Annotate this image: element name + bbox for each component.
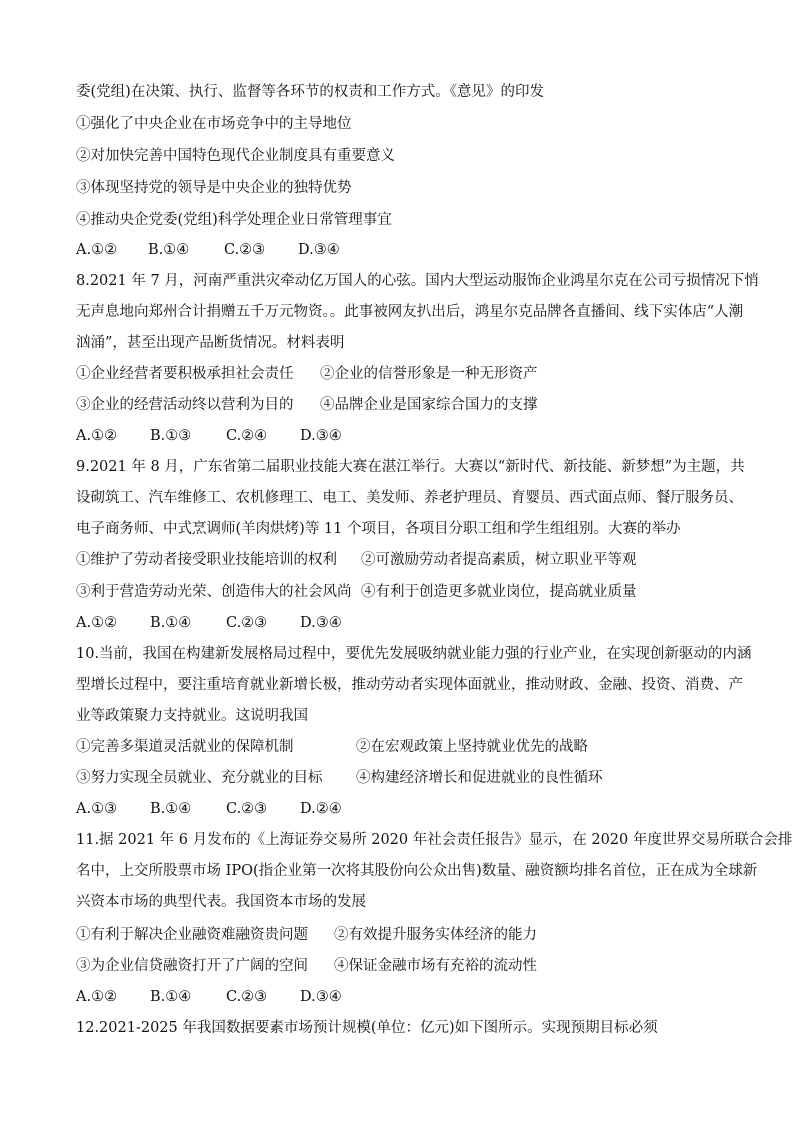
q9-statements-row-1	[76, 550, 637, 570]
q8-option-d: D.③④	[300, 428, 342, 444]
q11-statements-row-2	[76, 956, 537, 976]
q11-statement-4: ④保证金融市场有充裕的流动性	[334, 958, 537, 974]
q10-statement-4: ④构建经济增长和促进就业的良性循环	[356, 770, 603, 786]
q9-stem-line-3: 电子商务师、中式烹调师(羊肉烘烤)等 11 个项目，各项目分职工组和学生组组别。大赛的举办	[76, 521, 681, 537]
q9-statements-row-2	[76, 582, 637, 602]
q9-option-d: D.③④	[300, 615, 342, 631]
q9-stem-line-2: 设砌筑工、汽车维修工、农机修理工、电工、美发师、养老护理员、育婴员、西式面点师、餐厅服务员、	[76, 490, 743, 506]
q10-option-b: B.①④	[150, 801, 192, 817]
q12-stem-line-1: 12.2021-2025 年我国数据要素市场预计规模(单位：亿元)如下图所示。实现预期目标必须	[76, 1020, 658, 1036]
q9-statement-2: ②可激励劳动者提高素质，树立职业平等观	[361, 552, 637, 568]
q11-stem-line-1: 11.据 2021 年 6 月发布的《上海证券交易所 2020 年社会责任报告》显示，在 2020 年度世界交易所联合会排	[76, 832, 793, 848]
q11-statements-row-1	[76, 925, 537, 945]
q8-option-a: A.①②	[76, 428, 118, 444]
q11-statement-3: ③为企业信贷融资打开了广阔的空间	[76, 958, 308, 974]
q11-option-a: A.①②	[76, 989, 118, 1005]
q10-statement-1: ①完善多渠道灵活就业的保障机制	[76, 739, 294, 755]
q8-option-b: B.①③	[150, 428, 192, 444]
q7-statement-3: ③体现坚持党的领导是中央企业的独特优势	[76, 180, 352, 196]
q8-statement-2: ②企业的信誉形象是一种无形资产	[320, 366, 538, 382]
q8-stem-line-2: 无声息地向郑州合计捐赠五千万元物资。。此事被网友扒出后，鸿星尔克品牌各直播间、线下实体店“人潮	[76, 304, 744, 320]
q9-option-b: B.①④	[150, 615, 192, 631]
q7-statement-4: ④推动央企党委(党组)科学处理企业日常管理事宜	[76, 212, 392, 228]
q7-option-d: D.③④	[298, 242, 340, 258]
q11-statement-2: ②有效提升服务实体经济的能力	[334, 927, 537, 943]
q10-stem-line-2: 型增长过程中，要注重培育就业新增长极，推动劳动者实现体面就业，推动财政、金融、投资、消费、产	[76, 677, 743, 693]
q7-option-b: B.①④	[148, 242, 190, 258]
q7-statement-2: ②对加快完善中国特色现代企业制度具有重要意义	[76, 148, 395, 164]
q11-options	[76, 987, 342, 1007]
q11-stem-line-2: 名中，上交所股票市场 IPO(指企业第一次将其股份向公众出售)数量、融资额均排名首位，正在成为全球新	[76, 863, 758, 879]
q10-statements-row-2	[76, 768, 603, 788]
q10-option-d: D.②④	[300, 801, 342, 817]
q7-options	[76, 240, 340, 260]
q10-stem-line-1: 10.当前，我国在构建新发展格局过程中，要优先发展吸纳就业能力强的行业产业，在实现创新驱动的内涵	[76, 646, 752, 662]
q11-option-b: B.①④	[150, 989, 192, 1005]
q10-statement-3: ③努力实现全员就业、充分就业的目标	[76, 770, 323, 786]
q9-option-c: C.②③	[226, 615, 268, 631]
q10-statements-row-1	[76, 737, 588, 757]
q7-option-c: C.②③	[224, 242, 266, 258]
q10-option-a: A.①③	[76, 801, 118, 817]
q11-stem-line-3: 兴资本市场的典型代表。我国资本市场的发展	[76, 894, 366, 910]
q8-statement-3: ③企业的经营活动终以营利为目的	[76, 397, 294, 413]
q8-statement-4: ④品牌企业是国家综合国力的支撑	[320, 397, 538, 413]
q9-option-a: A.①②	[76, 615, 118, 631]
q10-options	[76, 799, 342, 819]
q10-stem-line-3: 业等政策聚力支持就业。这说明我国	[76, 708, 308, 724]
q7-statement-1: ①强化了中央企业在市场竞争中的主导地位	[76, 116, 352, 132]
q9-statement-1: ①维护了劳动者接受职业技能培训的权利	[76, 552, 337, 568]
q7-option-a: A.①②	[76, 242, 118, 258]
q11-option-d: D.③④	[300, 989, 342, 1005]
q8-options	[76, 426, 342, 446]
q11-option-c: C.②③	[226, 989, 268, 1005]
q8-stem-line-1: 8.2021 年 7 月，河南严重洪灾牵动亿万国人的心弦。国内大型运动服饰企业鸿星尔克在公司亏损情况下悄	[76, 273, 759, 289]
q8-stem-line-3: 汹涌”，甚至出现产品断货情况。材料表明	[76, 335, 345, 351]
q11-statement-1: ①有利于解决企业融资难融资贵问题	[76, 927, 308, 943]
q8-statement-1: ①企业经营者要积极承担社会责任	[76, 366, 294, 382]
q9-statement-4: ④有利于创造更多就业岗位，提高就业质量	[361, 584, 637, 600]
q9-options	[76, 613, 342, 633]
q9-statement-3: ③利于营造劳动光荣、创造伟大的社会风尚	[76, 584, 352, 600]
q8-statements-row-2	[76, 395, 538, 415]
q8-statements-row-1	[76, 364, 538, 384]
q7-intro-tail: 委(党组)在决策、执行、监督等各环节的权责和工作方式。《意见》的印发	[76, 84, 545, 100]
q8-option-c: C.②④	[226, 428, 268, 444]
q10-option-c: C.②③	[226, 801, 268, 817]
q10-statement-2: ②在宏观政策上坚持就业优先的战略	[356, 739, 588, 755]
q9-stem-line-1: 9.2021 年 8 月，广东省第二届职业技能大赛在湛江举行。大赛以“新时代、新技能、新梦想”为主题，共	[76, 459, 745, 475]
